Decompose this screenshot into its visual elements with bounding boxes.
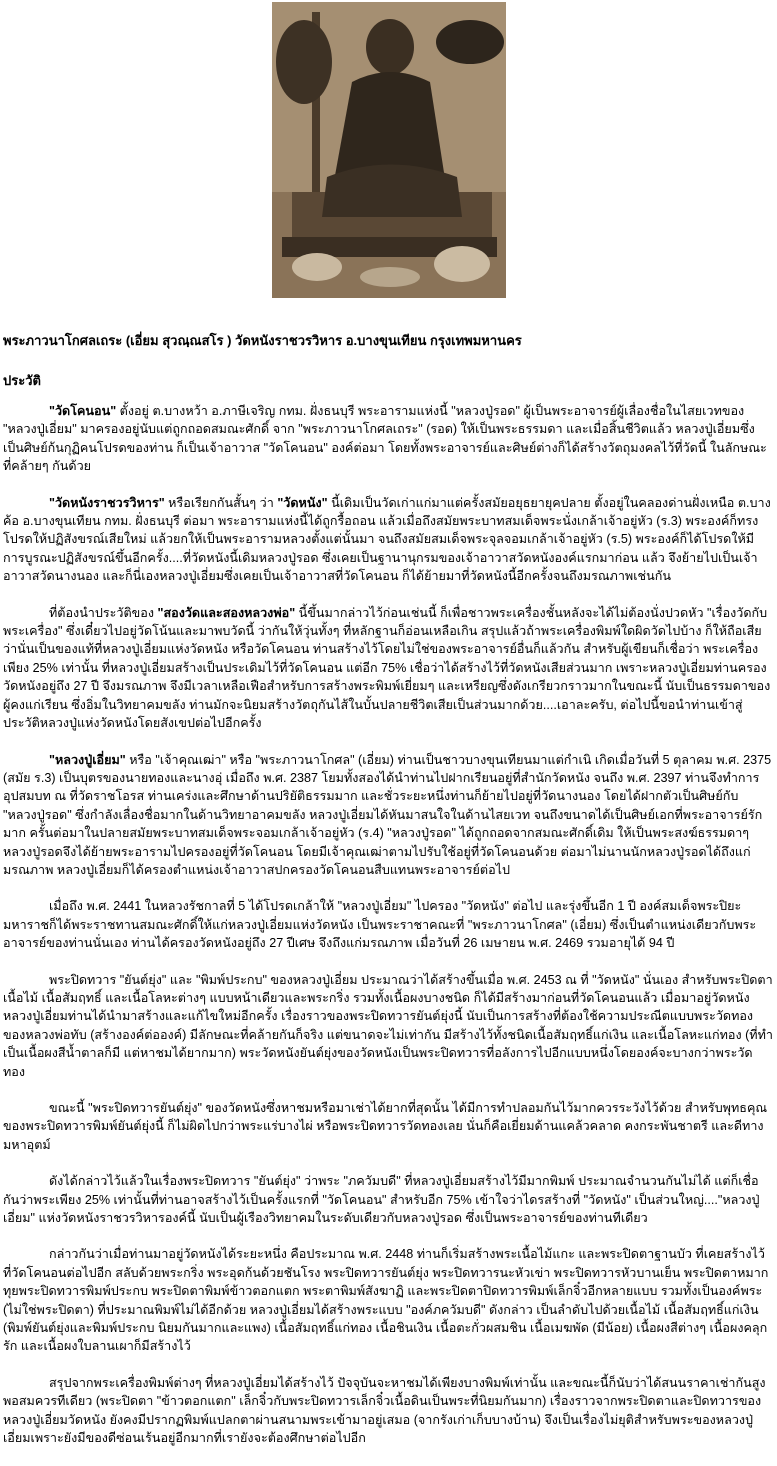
paragraph-luang-pu-iam bbox=[3, 751, 773, 880]
paragraph-text: ที่ต้องนำประวัติของ bbox=[49, 605, 158, 620]
monk-photo bbox=[272, 2, 506, 298]
bold-lead: "หลวงปู่เอี่ยม" bbox=[49, 752, 126, 767]
article bbox=[3, 332, 773, 1466]
article-title: พระภาวนาโกศลเถระ (เอี่ยม สุวณฺณสโร ) วัดหนังราชวรวิหาร อ.บางขุนเทียน กรุงเทพมหานคร bbox=[3, 333, 522, 348]
section-heading: ประวัติ bbox=[3, 373, 41, 388]
monk-photo-image bbox=[272, 2, 506, 298]
paragraph-text: ตั้งอยู่ ต.บางหว้า อ.ภาษีเจริญ กทม. ฝั่งธนบุรี พระอารามแห่งนี้ "หลวงปู่รอด" ผู้เป็นพระอาจารย์ผู้เลื่องชื่อในไสยเวทของ "หลวงปู่เอี่ยม" มาครองอยู่นับแต่ถูกถอดสมณะศักดิ์ จาก "พระภาวนาโกศลเถระ" (รอด) ให้เป็นพระธรรมดา และเมื่อสิ้นชีวิตแล้ว หลวงปู่เอี่ยมซึ่งเป็นศิษย์ก้นกุฏิคนโปรดของท่าน ก็เป็นเจ้าอาวาส "วัดโคนอน" องค์ต่อมา โดยทั้งพระอาจารย์และศิษย์ต่างก็ได้สร้างวัตถุมงคลไว้ที่วัดนี้ ในลักษณะที่คล้ายๆ กันด้วย bbox=[3, 404, 767, 474]
paragraph-yan-yung: พระปิดทวาร "ยันต์ยุ่ง" และ "พิมพ์ประกบ" ของหลวงปู่เอี่ยม ประมาณว่าได้สร้างขึ้นเมื่อ พ.ศ. 2453 ณ ที่ "วัดหนัง" นั่นเอง สำหรับพระปิดตาเนื้อไม้ เนื้อสัมฤทธิ์ และเนื้อโลหะต่างๆ แบบหน้าเดียวและพระกริ่ง รวมทั้งเนื้อผงบางชนิด ก็ได้มีสร้างมาก่อนที่วัดโคนอนแล้ว เมื่อมาอยู่วัดหนัง หลวงปู่เอี่ยมท่านได้นำมาสร้างและแก้ไขใหม่อีกครั้ง เรื่องราวของพระปิดทวารยันต์ยุ่งนี้ นับเป็นการสร้างที่ต้องใช้ความประณีตแบบพระวัดทองของหลวงพ่อทับ (สร้างองค์ต่อองค์) มีลักษณะที่คล้ายกันก็จริง แต่ขนาดจะไม่เท่ากัน มีสร้างไว้ทั้งชนิดเนื้อสัมฤทธิ์แก่เงิน และเนื้อโลหะแก่ทอง (ที่ทำเป็นเนื้อผงสีน้ำตาลก็มี แต่หาชมได้ยากมาก) พระวัดหนังยันต์ยุ่งของวัดหนังเป็นพระปิดทวารที่อลังการไปอีกแบบหนึ่งโดยองค์จะบางกว่าพระวัดทอง bbox=[3, 972, 773, 1079]
paragraph-fakes: ขณะนี้ "พระปิดทวารยันต์ยุ่ง" ของวัดหนังซึ่งหาชมหรือมาเช่าได้ยากที่สุดนั้น ได้มีการทำปลอมกันไว้มากควรระวังไว้ด้วย สำหรับพุทธคุณของพระปิดทวารพิมพ์ยันต์ยุ่งนี้ ก็ไม่ผิดไปกว่าพระแร่บางไผ่ หรือพระปิดทวารวัดทองเลย นั่นก็คือเยี่ยมด้านแคล้วคลาด คงกระพันชาตรี และดีทางมหาอุตม์ bbox=[3, 1101, 768, 1152]
paragraph-summary: สรุปจากพระเครื่องพิมพ์ต่างๆ ที่หลวงปู่เอี่ยมได้สร้างไว้ ปัจจุบันจะหาชมได้เพียงบางพิมพ์เท่านั้น และขณะนี้ก็นับว่าได้สนนราคาเช่ากันสูงพอสมควรทีเดียว (พระปิดตา "ข้าวตอกแตก" เล็กจิ๋วกับพระปิดทวารเล็กจิ๋วเนื้อดินเป็นพระที่นิยมกันมาก) เรื่องราวจากพระปิดตาและปิดทวารของหลวงปู่เอี่ยมวัดหนัง ยังคงมีปรากฏพิมพ์แปลกตาผ่านสนามพระเข้ามาอยู่เสมอ (จากรังเก่าเก็บบางบ้าน) จึงเป็นเรื่องไม่ยุติสำหรับพระของหลวงปู่เอี่ยมเพราะยังมีของดีซ่อนเร้นอยู่อีกมากที่เรายังจะต้องศึกษาต่อไปอีก bbox=[3, 1375, 766, 1446]
bold-lead: "วัดหนังราชวรวิหาร" bbox=[49, 495, 165, 510]
bold-lead: "สองวัดและสองหลวงพ่อ" bbox=[157, 605, 296, 620]
paragraph-text: หรือ "เจ้าคุณเฒ่า" หรือ "พระภาวนาโกศล" (เอี่ยม) ท่านเป็นชาวบางขุนเทียนมาแต่กำเนิ เกิดเมื่อวันที่ 5 ตุลาคม พ.ศ. 2375 (สมัย ร.3) เป็นบุตรของนายทองและนางอุ่ เมื่อถึง พ.ศ. 2387 โยมทั้งสองได้นำท่านไปฝากเรียนอยู่ที่สำนักวัดหนัง จนถึง พ.ศ. 2397 ท่านจึงทำการอุปสมบท ณ ที่วัดราชโอรส ท่านเคร่งและศึกษาด้านปริยัติธรรมมาก และชั่วระยะหนึ่งท่านก็ย้ายไปอยู่ที่วัดนางนอง โดยได้ฝากตัวเป็นศิษย์กับ "หลวงปู่รอด" ซึ่งกำลังเลื่องชื่อมากในด้านวิทยาอาคมขลัง หลวงปู่เอี่ยมได้หันมาสนใจในด้านไสยเวท จนถึงขนาดได้เป็นศิษย์เอกที่พระอาจารย์รักมาก ครั้นต่อมาในปลายสมัยพระบาทสมเด็จพระจอมเกล้าเจ้าอยู่หัว (ร.4) "หลวงปู่รอด" ได้ถูกถอดจากสมณะศักดิ์เดิม ให้เป็นพระสงฆ์ธรรมดาๆ หลวงปู่รอดจึงได้ย้ายพระอารามไปครองอยู่ที่วัดโคนอน โดยมีเจ้าคุณเฒ่าตามไปรับใช้อยู่ที่วัดโคนอนด้วย ต่อมาไม่นานนักหลวงปู่รอดได้ถึงแก่มรณภาพ หลวงปู่เอี่ยมก็ได้ครองตำแหน่งเจ้าอาวาสปกครองวัดโคนอนสืบแทนพระอาจารย์ต่อไป bbox=[3, 752, 772, 877]
bold-lead: "วัดหนัง" bbox=[277, 495, 328, 510]
paragraph-wat-nang bbox=[3, 494, 773, 586]
paragraph-2448: กล่าวกันว่าเมื่อท่านมาอยู่วัดหนังได้ระยะหนึ่ง คือประมาณ พ.ศ. 2448 ท่านก็เริ่มสร้างพระเนื้อไม้แกะ และพระปิดตาฐานบัว ที่เคยสร้างไว้ที่วัดโคนอนต่อไปอีก สลับด้วยพระกริ่ง พระอุดก้นด้วยชันโรง พระปิดทวารยันต์ยุ่ง พระปิดทวารนะหัวเข่า พระปิดทวารหัวบานเย็น พระปิดตาหมากทุยพระปิดทวารพิมพ์ประกบ พระปิดตาพิมพ์ข้าวตอกแตก พระตาพิมพ์สังฆาฏิ และพระปิดตาปิดทวารพิมพ์เล็กจิ๋วอีกหลายแบบ รวมทั้งเป็นองค์พระ (ไม่ใช่พระปิดตา) ที่ประมาณพิมพ์ไม่ได้อีกด้วย หลวงปู่เอี่ยมได้สร้างพระแบบ "องค์ภควัมบดี" ดังกล่าว เป็นลำดับไปด้วยเนื้อไม้ เนื้อสัมฤทธิ์แก่เงิน (พิมพ์ยันต์ยุ่งและพิมพ์ประกบ นิยมกันมากและแพง) เนื้อสัมฤทธิ์แก่ทอง เนื้อชินเงิน เนื้อตะกั่วผสมชิน เนื้อเมฆพัด (มีน้อย) เนื้อผงสีต่างๆ เนื้อผงคลุกรัก และเนื้อผงใบลานเผาก็มีสร้างไว้ bbox=[3, 1247, 769, 1354]
paragraph-phakhawambodi: ดังได้กล่าวไว้แล้วในเรื่องพระปิดทวาร "ยันต์ยุ่ง" ว่าพระ "ภควัมบดี" ที่หลวงปู่เอี่ยมสร้างไว้มีมากพิมพ์ ประมาณจำนวนกันไม่ได้ แต่ก็เชื่อกันว่าพระเพียง 25% เท่านั้นที่ท่านอาจสร้างไว้เป็นครั้งแรกที่ "วัดโคนอน" สำหรับอีก 75% เข้าใจว่าไดรสร้างที่ "วัดหนัง" เป็นส่วนใหญ่...."หลวงปู่เอี่ยม" แห่งวัดหนังราชวรวิหารองค์นี้ นับเป็นผู้เรืองวิทยาคมในระดับเดียวกับหลวงปู่รอด ซึ่งเป็นพระอาจารย์ของท่านทีเดียว bbox=[3, 1174, 760, 1226]
paragraph-two-temples bbox=[3, 604, 773, 733]
paragraph-text: หรือเรียกกันสั้นๆ ว่า bbox=[164, 495, 278, 510]
paragraph-text: นี้เดิมเป็นวัดเก่าแก่มาแต่ครั้งสมัยอยุธยายุคปลาย ตั้งอยู่ในคลองด่านฝั่งเหนือ ต.บางค้อ อ.บางขุนเทียน กทม. ฝั่งธนบุรี ต่อมา พระอารามแห่งนี้ได้ถูกรื้อถอน แล้วเมื่อถึงสมัยพระบาทสมเด็จพระนั่งเกล้าเจ้าอยู่หัว (ร.3) พระองค์ก็ทรงโปรดให้ปฏิสังขรณ์เสียใหม่ แล้วยกให้เป็นพระอารามหลวงตั้งแต่นั้นมา จนถึงสมัยสมเด็จพระจุลจอมเกล้าเจ้าอยู่หัว (ร.5) พระองค์ก็ได้โปรดให้มีการบูรณะปฏิสังขรณ์ขึ้นอีกครั้ง....ที่วัดหนังนี้เดิมหลวงปู่รอด ซึ่งเคยเป็นฐานานุกรมของเจ้าอาวาสวัดหนังองค์แรกมาก่อน แล้ว จึงย้ายไปเป็นเจ้าอาวาสวัดนางนอง และก็นี่เองหลวงปู่เอี่ยมซึ่งเคยเป็นเจ้าอาวาสที่วัดโคนอน ก็ได้ย้ายมาที่วัดหนังนี้อีกครั้งจนถึงมรณภาพเช่นกัน bbox=[3, 495, 771, 584]
paragraph-text: นี้ขึ้นมากล่าวไว้ก่อนเช่นนี้ ก็เพื่อชาวพระเครื่องชั้นหลังจะได้ไม่ต้องนั่งปวดหัว "เรื่องวัดกับพระเครื่อง" ซึ่งเดี๋ยวไปอยู่วัดโน้นและมาพบวัดนี้ ว่ากันให้วุ่นทั้งๆ ที่หลักฐานก็อ่อนเหลือเกิน สรุปแล้วถ้าพระเครื่องพิมพ์ใดผิดวัดไปบ้าง ก็ให้ถือเสียว่านั่นเป็นของแท้ที่หลวงปู่เอี่ยมแห่งวัดหนัง หรือวัดโคนอน ท่านสร้างไว้โดยไม่ใช่ของพระอาจารย์อื่นก็แล้วกัน สำหรับผู้เขียนก็เชื่อว่า พระเครื่องเพียง 25% เท่านั้น ที่หลวงปู่เอี่ยมสร้างเป็นประเดิมไว้ที่วัดโคนอน แต่อีก 75% เชื่อว่าได้สร้างไว้ที่วัดหนังเสียส่วนมาก เพราะหลวงปู่เอี่ยมท่านครองวัดหนังอยู่ถึง 27 ปี จึงมรณภาพ จึงมีเวลาเหลือเฟือสำหรับการสร้างพระพิมพ์เยี่ยมๆ และเหรียญซึ่งดังเกรียวกราวมากในขณะนี้ นับเป็นธรรมดาของผู้คงแก่เรียน ซึ่งอิ่มในวิทยาคมขลัง ท่านมักจะนิยมสร้างวัตถุกันไส้ในบั้นปลายชีวิตเสียเป็นส่วนมากด้วย....เอาละครับ, ต่อไปนี้ขอนำท่านเข้าสู่ประวัติหลวงปู่แห่งวัดหนังโดยสังเขปต่อไปอีกครั้ง bbox=[3, 605, 771, 731]
paragraph-2441: เมื่อถึง พ.ศ. 2441 ในหลวงรัชกาลที่ 5 ได้โปรดเกล้าให้ "หลวงปู่เอี่ยม" ไปครอง "วัดหนัง" ต่อไป และรุ่งขึ้นอีก 1 ปี องค์สมเด็จพระปิยะมหาราชก็ได้พระราชทานสมณะศักดิ์ให้แก่หลวงปู่เอี่ยมแห่งวัดหนัง เป็นพระราชาคณะที่ "พระภาวนาโกศล" (เอี่ยม) ซึ่งเป็นตำแหน่งเดียวกับพระอาจารย์ของท่านนั่นเอง ท่านได้ครองวัดหนังอยู่ถึง 27 ปีเศษ จึงถึงแก่มรณภาพ เมื่อวันที่ 26 เมษายน พ.ศ. 2469 รวมอายุได้ 94 ปี bbox=[3, 899, 757, 951]
paragraph-wat-khonon bbox=[3, 402, 773, 476]
bold-lead: "วัดโคนอน" bbox=[49, 404, 117, 418]
